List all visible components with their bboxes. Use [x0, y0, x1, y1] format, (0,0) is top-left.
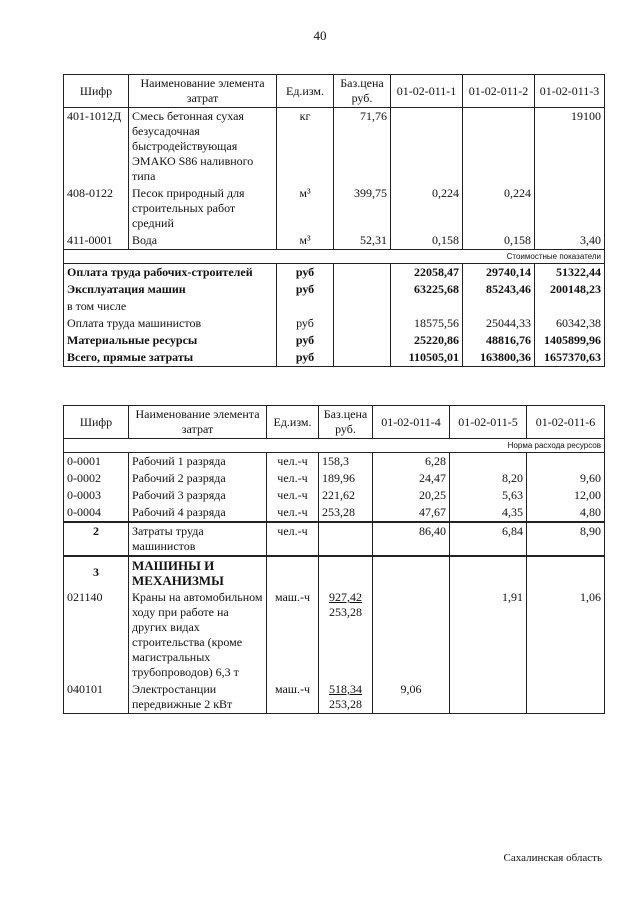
header-unit: Ед.изм.: [267, 406, 319, 439]
section-row: [64, 522, 605, 556]
header-col-3: 01-02-011-3: [535, 75, 605, 108]
cell-unit: м³: [277, 232, 334, 250]
cell-code: 401-1012Д: [64, 108, 129, 186]
section-value-4: 86,40: [373, 522, 450, 556]
cell-value-5: [450, 453, 527, 471]
cell-value-3: [535, 185, 605, 232]
cell-value-5: [450, 681, 527, 714]
cell-name: Рабочий 2 разряда: [129, 470, 267, 487]
resource-table-1: [63, 74, 605, 367]
cell-code: 0-0003: [64, 487, 129, 504]
cell-price: 399,75: [334, 185, 391, 232]
cost-row: [64, 281, 605, 298]
cell-price: 158,3: [319, 453, 373, 471]
cost-value-2: 163800,36: [463, 349, 535, 367]
price-machine: 927,42: [329, 590, 362, 604]
table-row: [64, 589, 605, 681]
cost-row: [64, 332, 605, 349]
cell-value-2: 0,158: [463, 232, 535, 250]
cost-unit: руб: [277, 349, 334, 367]
cell-value-1: 0,158: [391, 232, 463, 250]
header-code: Шифр: [64, 75, 129, 108]
cell-name: Рабочий 4 разряда: [129, 504, 267, 522]
table-row: [64, 185, 605, 232]
table-row: [64, 232, 605, 250]
cell-unit: маш.-ч: [267, 681, 319, 714]
section-row: [64, 556, 605, 589]
cost-unit: руб: [277, 315, 334, 332]
cell-code: 0-0002: [64, 470, 129, 487]
table-header-row: [64, 406, 605, 439]
cell-value-4: [373, 589, 450, 681]
cost-row: [64, 349, 605, 367]
cost-name: Всего, прямые затраты: [64, 349, 277, 367]
cell-value-4: 20,25: [373, 487, 450, 504]
cost-unit: руб: [277, 281, 334, 298]
cell-value-6: 12,00: [527, 487, 605, 504]
cell-value-4: 6,28: [373, 453, 450, 471]
cell-price: 253,28: [319, 504, 373, 522]
cell-price: 189,96: [319, 470, 373, 487]
cost-value-2: 48816,76: [463, 332, 535, 349]
cell-value-5: 8,20: [450, 470, 527, 487]
section-code: 2: [64, 522, 129, 556]
header-name: Наименование элемента затрат: [129, 406, 267, 439]
cell-price: 52,31: [334, 232, 391, 250]
header-price: Баз.цена руб.: [334, 75, 391, 108]
table-row: [64, 470, 605, 487]
section-note: Норма расхода ресурсов: [64, 439, 605, 453]
cell-code: 411-0001: [64, 232, 129, 250]
cost-value-1: 110505,01: [391, 349, 463, 367]
section-unit: чел.-ч: [267, 522, 319, 556]
cell-value-2: 0,224: [463, 185, 535, 232]
cell-unit: чел.-ч: [267, 504, 319, 522]
cell-price: 71,76: [334, 108, 391, 186]
cell-value-4: 24,47: [373, 470, 450, 487]
cell-code: 0-0004: [64, 504, 129, 522]
cell-value-5: 4,35: [450, 504, 527, 522]
cost-value-3: 51322,44: [535, 264, 605, 282]
cell-name: Рабочий 3 разряда: [129, 487, 267, 504]
section-value-6: 8,90: [527, 522, 605, 556]
header-price: Баз.цена руб.: [319, 406, 373, 439]
header-unit: Ед.изм.: [277, 75, 334, 108]
cell-code: 040101: [64, 681, 129, 714]
table-header-row: [64, 75, 605, 108]
header-code: Шифр: [64, 406, 129, 439]
cell-name: Смесь бетонная сухая безусадочная быстродействующая ЭМАКО S86 наливного типа: [129, 108, 277, 186]
cell-value-2: [463, 108, 535, 186]
header-col-5: 01-02-011-5: [450, 406, 527, 439]
section-code: 3: [64, 556, 129, 589]
cell-value-6: [527, 681, 605, 714]
cell-value-6: 1,06: [527, 589, 605, 681]
cost-value-3: 1405899,96: [535, 332, 605, 349]
cell-unit: кг: [277, 108, 334, 186]
cost-value-1: 63225,68: [391, 281, 463, 298]
cell-value-1: 0,224: [391, 185, 463, 232]
cost-name: Эксплуатация машин: [64, 281, 277, 298]
table-row: [64, 453, 605, 471]
section-value-5: 6,84: [450, 522, 527, 556]
table-row: [64, 487, 605, 504]
cell-code: 0-0001: [64, 453, 129, 471]
cost-value-1: 25220,86: [391, 332, 463, 349]
cell-name: Вода: [129, 232, 277, 250]
cell-unit: чел.-ч: [267, 453, 319, 471]
cell-value-6: 4,80: [527, 504, 605, 522]
cost-name: Оплата труда рабочих-строителей: [64, 264, 277, 282]
cell-value-3: 3,40: [535, 232, 605, 250]
resource-table-2: [63, 405, 605, 714]
price-machine: 518,34: [329, 682, 362, 696]
header-name: Наименование элемента затрат: [129, 75, 277, 108]
cost-name: Материальные ресурсы: [64, 332, 277, 349]
header-col-2: 01-02-011-2: [463, 75, 535, 108]
cost-unit: руб: [277, 264, 334, 282]
cell-price: 221,62: [319, 487, 373, 504]
section-note-row: [64, 439, 605, 453]
price-machinist: 253,28: [329, 697, 362, 711]
section-name: МАШИНЫ И МЕХАНИЗМЫ: [129, 556, 267, 589]
cost-name: в том числе: [64, 298, 277, 315]
cost-value-2: 85243,46: [463, 281, 535, 298]
cost-row: [64, 298, 605, 315]
cell-value-5: 5,63: [450, 487, 527, 504]
cell-code: 408-0122: [64, 185, 129, 232]
cell-unit: чел.-ч: [267, 470, 319, 487]
cell-price: [319, 681, 373, 714]
cost-value-1: 18575,56: [391, 315, 463, 332]
cell-value-6: 9,60: [527, 470, 605, 487]
cost-unit: руб: [277, 332, 334, 349]
table-row: [64, 504, 605, 522]
cell-value-4: 47,67: [373, 504, 450, 522]
cell-unit: маш.-ч: [267, 589, 319, 681]
cost-row: [64, 315, 605, 332]
cost-value-3: 60342,38: [535, 315, 605, 332]
section-note: Стоимостные показатели: [64, 250, 605, 264]
cell-name: Рабочий 1 разряда: [129, 453, 267, 471]
cell-price: [319, 589, 373, 681]
table-row: [64, 108, 605, 186]
page-number: 40: [313, 28, 327, 43]
section-note-row: [64, 250, 605, 264]
cell-name: Песок природный для строительных работ средний: [129, 185, 277, 232]
cell-value-6: [527, 453, 605, 471]
cell-value-3: 19100: [535, 108, 605, 186]
section-name: Затраты труда машинистов: [129, 522, 267, 556]
price-machinist: 253,28: [329, 605, 362, 619]
header-col-1: 01-02-011-1: [391, 75, 463, 108]
cost-name: Оплата труда машинистов: [64, 315, 277, 332]
table-row: [64, 681, 605, 714]
cost-value-2: 29740,14: [463, 264, 535, 282]
cost-value-3: 1657370,63: [535, 349, 605, 367]
cost-value-2: 25044,33: [463, 315, 535, 332]
cell-name: Электростанции передвижные 2 кВт: [129, 681, 267, 714]
cell-value-4: 9,06: [373, 681, 450, 714]
cell-value-5: 1,91: [450, 589, 527, 681]
cost-value-1: 22058,47: [391, 264, 463, 282]
footer-region: Сахалинская область: [503, 852, 602, 864]
cell-name: Краны на автомобильном ходу при работе на других видах строительства (кроме магистральных трубопроводов) 6,3 т: [129, 589, 267, 681]
header-col-4: 01-02-011-4: [373, 406, 450, 439]
cell-unit: чел.-ч: [267, 487, 319, 504]
cell-code: 021140: [64, 589, 129, 681]
cost-value-3: 200148,23: [535, 281, 605, 298]
header-col-6: 01-02-011-6: [527, 406, 605, 439]
cell-value-1: [391, 108, 463, 186]
cell-unit: м³: [277, 185, 334, 232]
cost-row: [64, 264, 605, 282]
